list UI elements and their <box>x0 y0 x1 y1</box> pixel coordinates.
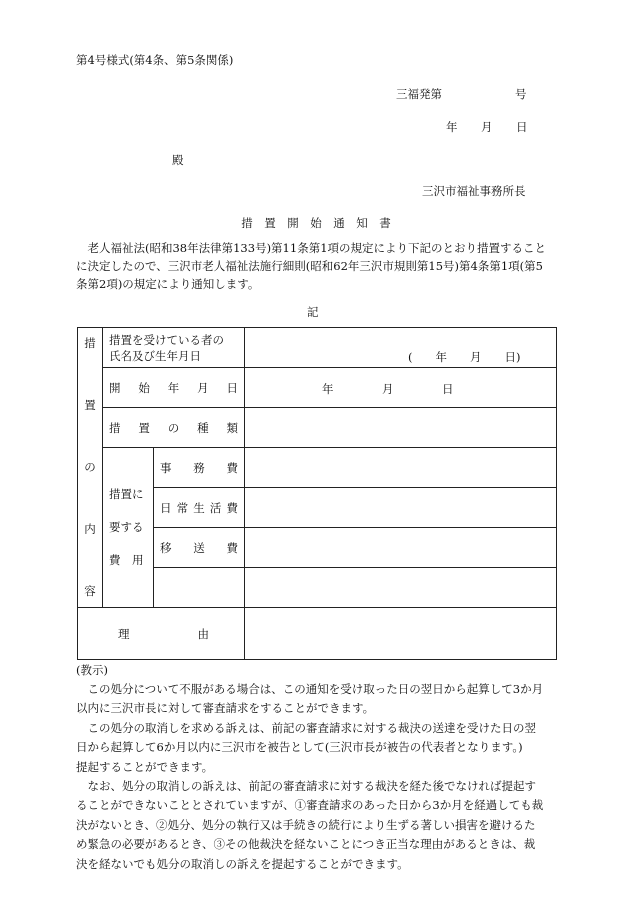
doc-number-suffix: 号 <box>515 87 527 101</box>
name-birth-label-cell <box>103 328 245 368</box>
label-char: 日 <box>226 380 238 395</box>
side-label-char: 内 <box>84 521 96 536</box>
instruction-line: 日から起算して6か月以内に三沢市を被告として(三沢市長が被告の代表者となります。) <box>76 740 523 755</box>
intro-line: 条第2項)の規定により通知します。 <box>76 277 260 291</box>
office-cost-value-cell[interactable] <box>245 448 557 488</box>
other-cost-label-cell[interactable] <box>154 568 245 608</box>
daily-cost-label-cell <box>154 488 245 528</box>
label-char: 費 <box>226 500 238 515</box>
label-char: 移 <box>160 540 172 555</box>
instruction-line: なお、処分の取消しの訴えは、前記の審査請求に対する裁決を経た後でなければ提起す <box>76 779 536 794</box>
label-char: 費 <box>226 460 238 475</box>
measure-details-table <box>77 327 557 660</box>
start-date-day: 日 <box>442 382 454 396</box>
side-label-char: 措 <box>84 335 96 350</box>
label-char: 開 <box>109 380 121 395</box>
birth-date-text: ( 年 月 日) <box>408 350 521 364</box>
table-row-office-cost <box>78 448 557 488</box>
transport-cost-label-cell <box>154 528 245 568</box>
cost-group-label-cell <box>103 448 154 608</box>
label-char: 置 <box>138 420 150 435</box>
label-char: 日 <box>160 500 172 515</box>
side-label-cell <box>78 328 103 608</box>
instruction-heading: (教示) <box>76 663 108 677</box>
label-char: 事 <box>160 460 172 475</box>
type-label-cell <box>103 408 245 448</box>
name-birth-value-cell[interactable] <box>245 328 557 368</box>
label-char: 措 <box>109 420 121 435</box>
label-char: 類 <box>226 420 238 435</box>
reason-value-cell[interactable] <box>245 608 557 660</box>
date-year-label: 年 <box>446 120 458 134</box>
instruction-line: この処分の取消しを求める訴えは、前記の審査請求に対する裁決の送達を受けた日の翌 <box>76 720 536 735</box>
name-birth-label-line1: 措置を受けている者の <box>109 332 224 347</box>
date-month-label: 月 <box>481 120 493 134</box>
label-char: 始 <box>138 380 150 395</box>
start-date-value-cell[interactable] <box>245 368 557 408</box>
label-char: 月 <box>197 380 209 395</box>
addressee-suffix: 殿 <box>172 153 184 167</box>
label-char: 由 <box>197 626 209 641</box>
cost-group-line: 要する <box>109 520 144 534</box>
instruction-line: この処分について不服がある場合は、この通知を受け取った日の翌日から起算して3か月 <box>76 682 544 696</box>
intro-line: に決定したので、三沢市老人福祉法施行細則(昭和62年三沢市規則第15号)第4条第1項(第5 <box>76 259 543 273</box>
start-date-label-cell <box>103 368 245 408</box>
label-char: 活 <box>209 500 222 515</box>
cost-group-line: 費 用 <box>109 553 144 567</box>
label-char: 生 <box>193 500 205 515</box>
intro-paragraph <box>76 239 558 293</box>
instruction-line: 提起することができます。 <box>76 759 214 774</box>
instruction-line: 以内に三沢市長に対して審査請求をすることができます。 <box>76 701 375 716</box>
date-day-label: 日 <box>516 120 528 134</box>
intro-line: 老人福祉法(昭和38年法律第133号)第11条第1項の規定により下記のとおり措置すること <box>76 241 547 255</box>
instruction-line: 決を経ないでも処分の取消しの訴えを提起することができます。 <box>76 856 409 871</box>
transport-cost-value-cell[interactable] <box>245 528 557 568</box>
reason-label-cell <box>78 608 245 660</box>
office-cost-label-cell <box>154 448 245 488</box>
start-date-year: 年 <box>322 382 334 396</box>
table-row-reason <box>78 608 557 660</box>
table-row-start-date <box>78 368 557 408</box>
other-cost-value-cell[interactable] <box>245 568 557 608</box>
label-char: の <box>167 420 180 435</box>
document-title: 措 置 開 始 通 知 書 <box>241 216 391 230</box>
instruction-paragraph <box>76 680 558 874</box>
form-number: 第4号様式(第4条、第5条関係) <box>76 53 234 67</box>
type-value-cell[interactable] <box>245 408 557 448</box>
start-date-month: 月 <box>382 382 394 396</box>
label-char: 常 <box>176 500 189 515</box>
label-char: 費 <box>226 540 238 555</box>
table-row-name <box>78 328 557 368</box>
side-label-char: 置 <box>84 397 96 412</box>
label-char: 務 <box>193 460 205 475</box>
instruction-line: め緊急の必要があるとき、③その他裁決を経ないことにつき正当な理由があるときは、裁 <box>76 837 536 852</box>
instruction-line: 決がないとき、②処分、処分の執行又は手続きの続行により生ずる著しい損害を避けるた <box>76 817 536 832</box>
label-char: 種 <box>197 420 209 435</box>
ki-label: 記 <box>307 305 319 319</box>
side-label-char: の <box>84 459 96 474</box>
issuer-name: 三沢市福祉事務所長 <box>422 184 526 198</box>
label-char: 理 <box>118 626 130 641</box>
table-row-type <box>78 408 557 448</box>
daily-cost-value-cell[interactable] <box>245 488 557 528</box>
doc-number-prefix: 三福発第 <box>396 87 442 101</box>
label-char: 送 <box>193 540 205 555</box>
name-birth-label-line2: 氏名及び生年月日 <box>109 348 201 363</box>
instruction-line: ることができないこととされていますが、①審査請求のあった日から3か月を経過しても裁 <box>76 798 544 813</box>
side-label-char: 容 <box>84 584 96 598</box>
cost-group-line: 措置に <box>109 487 144 501</box>
label-char: 年 <box>167 380 180 395</box>
